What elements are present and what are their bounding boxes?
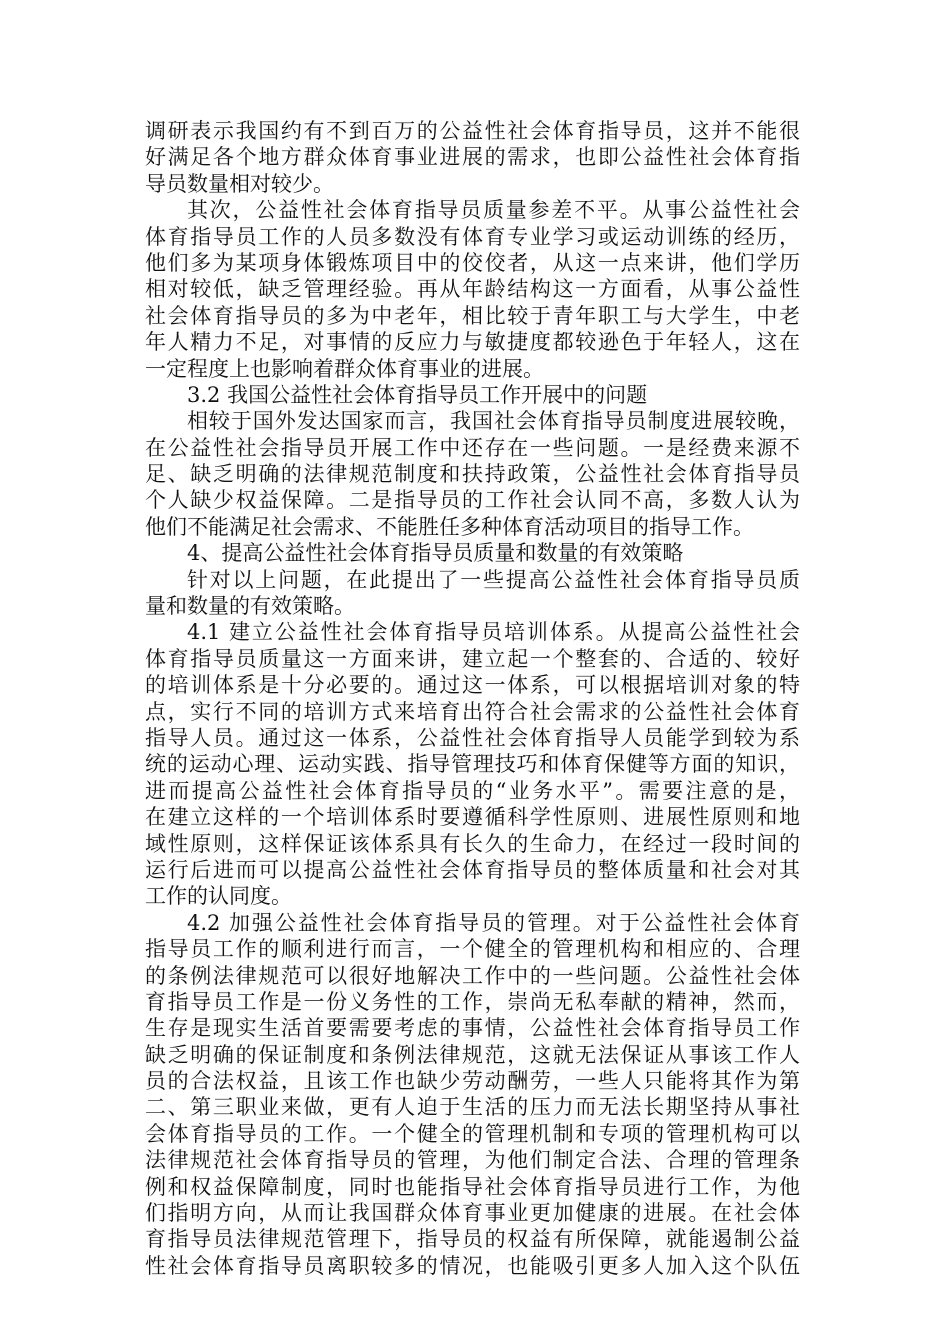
text-line: 相对较低，缺乏管理经验。再从年龄结构这一方面看，从事公益性 bbox=[145, 277, 800, 302]
text-line: 们指明方向，从而让我国群众体育事业更加健康的进展。在社会体 bbox=[145, 1201, 800, 1226]
text-line: 例和权益保障制度，同时也能指导社会体育指导员进行工作，为他 bbox=[145, 1174, 800, 1199]
text-line: 的培训体系是十分必要的。通过这一体系，可以根据培训对象的特 bbox=[145, 673, 800, 698]
text-line: 体育指导员质量这一方面来讲，建立起一个整套的、合适的、较好 bbox=[145, 646, 800, 671]
text-line: 在公益性社会指导员开展工作中还存在一些问题。一是经费来源不 bbox=[145, 435, 800, 460]
text-line: 员的合法权益，且该工作也缺少劳动酬劳，一些人只能将其作为第 bbox=[145, 1069, 800, 1094]
text-line: 工作的认同度。 bbox=[145, 884, 292, 909]
text-line: 缺乏明确的保证制度和条例法律规范，这就无法保证从事该工作人 bbox=[145, 1042, 800, 1067]
text-line: 指导人员。通过这一体系，公益性社会体育指导人员能学到较为系 bbox=[145, 725, 800, 750]
text-line: 育指导员工作是一份义务性的工作，崇尚无私奉献的精神，然而， bbox=[145, 989, 800, 1014]
text-line: 足、缺乏明确的法律规范制度和扶持政策，公益性社会体育指导员 bbox=[145, 462, 800, 487]
text-line: 4.1 建立公益性社会体育指导员培训体系。从提高公益性社会 bbox=[187, 620, 800, 645]
text-line: 相较于国外发达国家而言，我国社会体育指导员制度进展较晚， bbox=[187, 409, 800, 434]
text-line: 他们不能满足社会需求、不能胜任多种体育活动项目的指导工作。 bbox=[145, 514, 754, 539]
text-line: 一定程度上也影响着群众体育事业的进展。 bbox=[145, 356, 544, 381]
text-line: 针对以上问题，在此提出了一些提高公益性社会体育指导员质 bbox=[187, 567, 800, 592]
text-line: 性社会体育指导员离职较多的情况，也能吸引更多人加入这个队伍 bbox=[145, 1253, 800, 1278]
text-line: 进而提高公益性社会体育指导员的“业务水平”。需要注意的是， bbox=[145, 778, 800, 803]
text-line: 年人精力不足，对事情的反应力与敏捷度都较逊色于年轻人，这在 bbox=[145, 330, 800, 355]
text-line: 会体育指导员的工作。一个健全的管理机制和专项的管理机构可以 bbox=[145, 1121, 800, 1146]
text-line: 个人缺少权益保障。二是指导员的工作社会认同不高，多数人认为 bbox=[145, 488, 800, 513]
text-line: 4、提高公益性社会体育指导员质量和数量的有效策略 bbox=[187, 541, 684, 566]
text-line: 其次，公益性社会体育指导员质量参差不平。从事公益性社会 bbox=[187, 198, 800, 223]
text-line: 育指导员法律规范管理下，指导员的权益有所保障，就能遏制公益 bbox=[145, 1227, 800, 1252]
text-line: 社会体育指导员的多为中老年，相比较于青年职工与大学生，中老 bbox=[145, 303, 800, 328]
text-line: 二、第三职业来做，更有人迫于生活的压力而无法长期坚持从事社 bbox=[145, 1095, 800, 1120]
text-line: 好满足各个地方群众体育事业进展的需求，也即公益性社会体育指 bbox=[145, 145, 800, 170]
text-line: 指导员工作的顺利进行而言，一个健全的管理机构和相应的、合理 bbox=[145, 937, 800, 962]
text-line: 域性原则，这样保证该体系具有长久的生命力，在经过一段时间的 bbox=[145, 831, 800, 856]
text-line: 法律规范社会体育指导员的管理，为他们制定合法、合理的管理条 bbox=[145, 1148, 800, 1173]
text-line: 点，实行不同的培训方式来培育出符合社会需求的公益性社会体育 bbox=[145, 699, 800, 724]
text-line: 生存是现实生活首要需要考虑的事情，公益性社会体育指导员工作 bbox=[145, 1016, 800, 1041]
text-line: 4.2 加强公益性社会体育指导员的管理。对于公益性社会体育 bbox=[187, 910, 800, 935]
text-line: 3.2 我国公益性社会体育指导员工作开展中的问题 bbox=[187, 382, 648, 407]
document-body bbox=[145, 118, 800, 1279]
text-line: 量和数量的有效策略。 bbox=[145, 594, 355, 619]
text-line: 的条例法律规范可以很好地解决工作中的一些问题。公益性社会体 bbox=[145, 963, 800, 988]
text-line: 调研表示我国约有不到百万的公益性社会体育指导员，这并不能很 bbox=[145, 119, 800, 143]
text-line: 体育指导员工作的人员多数没有体育专业学习或运动训练的经历， bbox=[145, 224, 800, 249]
text-line: 在建立这样的一个培训体系时要遵循科学性原则、进展性原则和地 bbox=[145, 805, 800, 830]
text-line: 统的运动心理、运动实践、指导管理技巧和体育保健等方面的知识， bbox=[145, 752, 800, 777]
text-line: 他们多为某项身体锻炼项目中的佼佼者，从这一点来讲，他们学历 bbox=[145, 250, 800, 275]
text-line: 运行后进而可以提高公益性社会体育指导员的整体质量和社会对其 bbox=[145, 857, 800, 882]
text-line: 导员数量相对较少。 bbox=[145, 171, 334, 196]
